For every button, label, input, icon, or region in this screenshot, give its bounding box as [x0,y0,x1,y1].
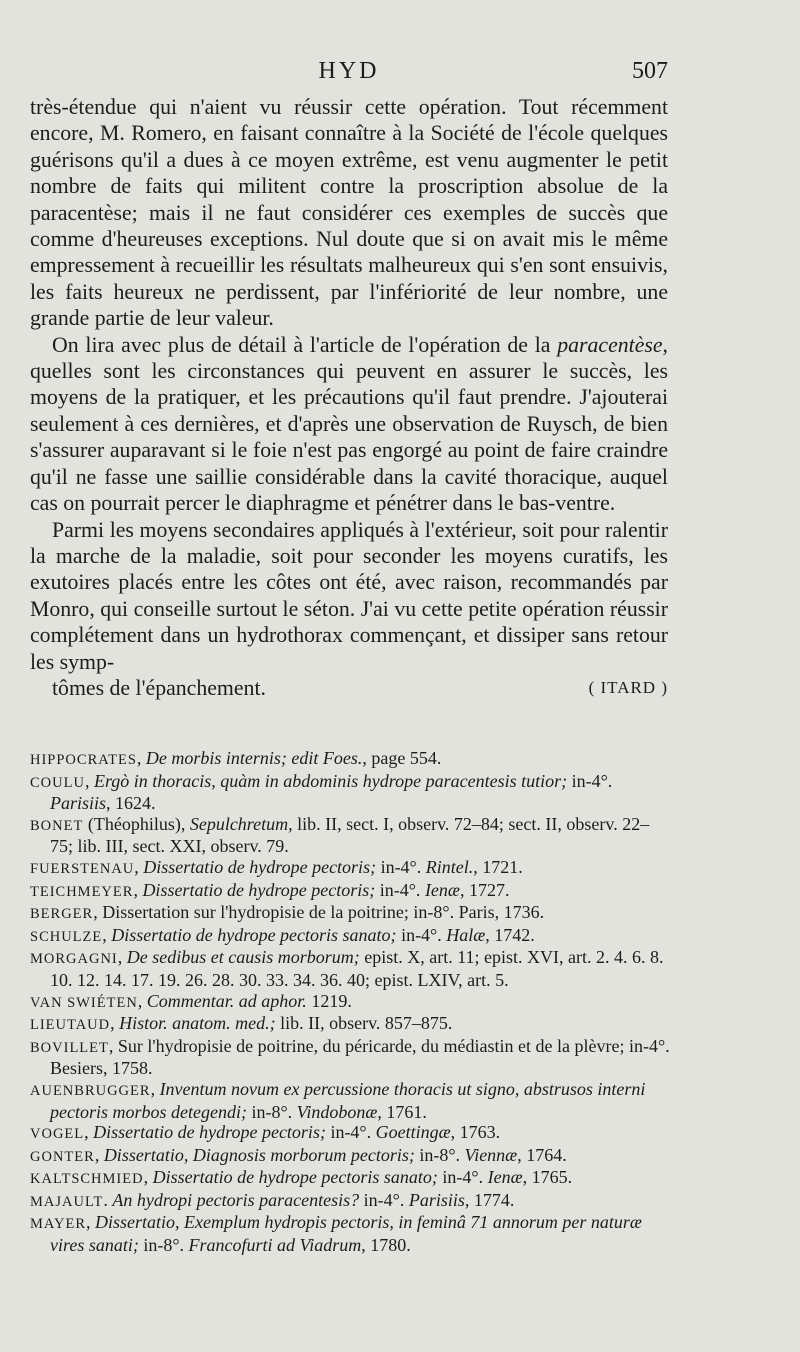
reference-title: An hydropi pectoris paracentesis? [112,1189,360,1210]
reference-detail: in-8°. [138,1235,189,1256]
reference-author: AUENBRUGGER [30,1082,151,1099]
reference-detail: . [103,1189,113,1210]
reference-author: GONTER [30,1148,95,1165]
author-signature: ( ITARD ) [588,677,668,697]
reference-detail: in-4°. [375,879,425,900]
reference-entry [30,1190,670,1213]
reference-entry [30,925,670,948]
paragraph: très-étendue qui n'aient vu réussir cette opération. Tout récemment encore, M. Romero, en faisant connaître à la Société de l'école quelques guérisons qu'il a dues à ce moyen extrême, est venu augmenter le petit nombre de faits qui militent contre la proscription absolue de la paracentèse; mais il ne faut considérer ces exemples de succès que comme d'heureuses exceptions. Nul doute que si on avait mis le même empressement à recueillir les résultats malheureux qui s'en sont ensuivis, les faits heureux ne perdissent, par l'infériorité de leur nombre, une grande partie de leur valeur. [30,95,668,331]
reference-author: MAJAULT [30,1193,104,1210]
reference-title: Ienæ [487,1167,523,1188]
reference-entry [30,814,670,857]
reference-title: Ergò in thoracis, quàm in abdominis hydrope paracentesis tutior; [93,770,568,791]
reference-detail: in-4°. [359,1189,409,1210]
reference-entry [30,880,670,903]
reference-detail: (Théophilus), [83,813,190,834]
reference-detail: , 1763. [450,1122,501,1143]
reference-author: VOGEL [30,1126,85,1143]
reference-detail: , 1721. [473,856,523,877]
reference-title: Dissertatio, Exemplum hydropis pectoris, in feminâ 71 annorum per naturæ vires sanati; [50,1212,642,1256]
reference-title: De sedibus et causis morborum; [126,947,360,968]
reference-detail: , 1764. [517,1144,567,1165]
reference-detail: , [86,1212,96,1233]
reference-detail: , [143,1167,153,1188]
reference-entry [30,771,670,814]
reference-author: BERGER [30,906,94,923]
paragraph: On lira avec plus de détail à l'article de l'opération de la paracentèse, quelles sont les circonstances qui peuvent en assurer le succès, les moyens de la pratiquer, et les précautions qu'il faut prendre. J'ajouterai seulement à ces dernières, et d'après une observation de Ruysch, de bien s'assurer auparavant si le foie n'est pas engorgé au point de faire craindre qu'il ne fasse une saillie considérable dans la cavité thoracique, auquel cas on pourrait percer le diaphragme et pénétrer dans le bas-ventre. [30,332,668,516]
reference-detail: , [136,748,146,768]
bibliography [30,748,670,1256]
reference-title: Dissertatio de hydrope pectoris; [142,879,376,900]
reference-title: Dissertatio de hydrope pectoris; [143,856,377,877]
closing-line: tômes de l'épanchement. ( ITARD ) [52,675,668,700]
reference-detail: in-4°. [567,770,613,791]
running-head: HYD [318,58,380,84]
reference-entry [30,857,670,880]
reference-detail: in-4°. [437,1167,488,1188]
reference-author: BONET [30,817,84,834]
reference-title: Inventum novum ex percussione thoracis ut signo, abstrusos interni pectoris morbos detegendi; [50,1078,646,1122]
reference-detail: in-8°. [246,1101,297,1122]
reference-author: VAN SWIÉTEN [30,994,138,1011]
reference-author: SCHULZE [30,928,103,945]
reference-detail: lib. II, observ. 857–875. [275,1013,453,1034]
reference-detail: , 1765. [522,1167,573,1188]
reference-author: COULU [30,774,85,791]
reference-title: Histor. anatom. med.; [119,1013,276,1034]
reference-detail: , [84,770,94,791]
reference-detail: in-4°. [325,1122,376,1143]
reference-detail: , [94,1144,104,1165]
reference-author: HIPPOCRATES [30,752,137,768]
italic-term: paracentèse [557,332,663,357]
page-number: 507 [632,58,668,84]
reference-detail: , [102,924,112,945]
reference-author: MORGAGNI [30,951,118,968]
reference-title: Parisiis [50,793,107,814]
reference-title: Dissertatio de hydrope pectoris; [93,1122,326,1143]
paragraph: Parmi les moyens secondaires appliqués à l'extérieur, soit pour ralentir la marche de la maladie, soit pour seconder les moyens curatifs, les exutoires placés entre les côtes ont été, avec raison, recommandés par Monro, qui conseille surtout le séton. J'ai vu cette petite opération réussir complétement dans un hydrothorax commençant, et dissiper sans retour les symp- tômes de l'épanchement. ( ITARD ) [30,517,668,700]
reference-detail: in-4°. [376,856,426,877]
reference-detail: , 1761. [377,1101,427,1122]
reference-detail: 1219. [306,990,352,1011]
reference-title: Parisiis [408,1189,465,1210]
reference-title: Vindobonæ [296,1101,378,1122]
reference-detail: , [134,856,144,877]
reference-title: Sepulchretum, [189,813,293,834]
reference-detail: epist. X, art. 11; epist. XVI, art. 2. 4. 6. 8. 10. 12. 14. 17. 19. 26. 28. 30. 33. 34. 36. 40; epist. LXIV, art. 5. [50,947,664,990]
reference-detail: , 1780. [361,1235,411,1256]
reference-detail: lib. II, sect. I, observ. 72–84; sect. II, observ. 22–75; lib. III, sect. XXI, observ. 79. [50,813,650,857]
reference-detail: , Sur l'hydropisie de poitrine, du péricarde, du médiastin et de la plèvre; in-4°. Besiers, 1758. [50,1035,670,1079]
page-header [30,58,668,88]
reference-detail: , [110,1013,120,1034]
reference-author: MAYER [30,1216,87,1233]
reference-title: Ienæ [424,879,460,900]
reference-detail: , [84,1122,94,1143]
reference-title: Viennæ [464,1144,518,1165]
reference-detail: , [117,947,127,968]
reference-entry [30,1167,670,1190]
reference-title: Goettingæ [375,1122,451,1143]
reference-entry [30,947,670,990]
reference-author: KALTSCHMIED [30,1171,144,1188]
reference-entry [30,1013,670,1036]
reference-detail: , [137,990,147,1011]
reference-detail: , [150,1078,160,1099]
reference-title: De morbis internis; edit Foes. [145,748,363,768]
reference-author: TEICHMEYER [30,883,134,900]
reference-entry [30,991,670,1014]
reference-title: Halæ [446,924,486,945]
reference-title: Dissertatio de hydrope pectoris sanato; [152,1167,438,1188]
article-body [30,94,668,701]
reference-entry [30,1079,670,1122]
reference-detail: , page 554. [362,748,442,768]
reference-detail: in-4°. [396,924,447,945]
reference-entry [30,1036,670,1079]
reference-entry [30,1122,670,1145]
reference-title: Rintel. [425,856,474,877]
reference-detail: , Dissertation sur l'hydropisie de la poitrine; in-8°. Paris, 1736. [93,902,545,923]
reference-author: BOVILLET [30,1039,109,1056]
reference-detail: , 1727. [459,879,510,900]
reference-detail: , 1774. [464,1189,515,1210]
reference-title: Francofurti ad Viadrum [188,1235,362,1256]
reference-entry [30,1145,670,1168]
reference-detail: , [133,879,143,900]
reference-title: Commentar. ad aphor. [146,990,307,1011]
reference-detail: , 1742. [485,924,535,945]
reference-detail: in-8°. [414,1144,465,1165]
reference-detail: , 1624. [106,793,156,814]
reference-entry [30,1212,670,1255]
reference-entry [30,902,670,925]
reference-author: LIEUTAUD [30,1017,111,1034]
reference-entry [30,748,670,771]
reference-author: FUERSTENAU [30,860,135,877]
reference-title: Dissertatio de hydrope pectoris sanato; [111,924,397,945]
reference-title: Dissertatio, Diagnosis morborum pectoris; [103,1144,415,1165]
